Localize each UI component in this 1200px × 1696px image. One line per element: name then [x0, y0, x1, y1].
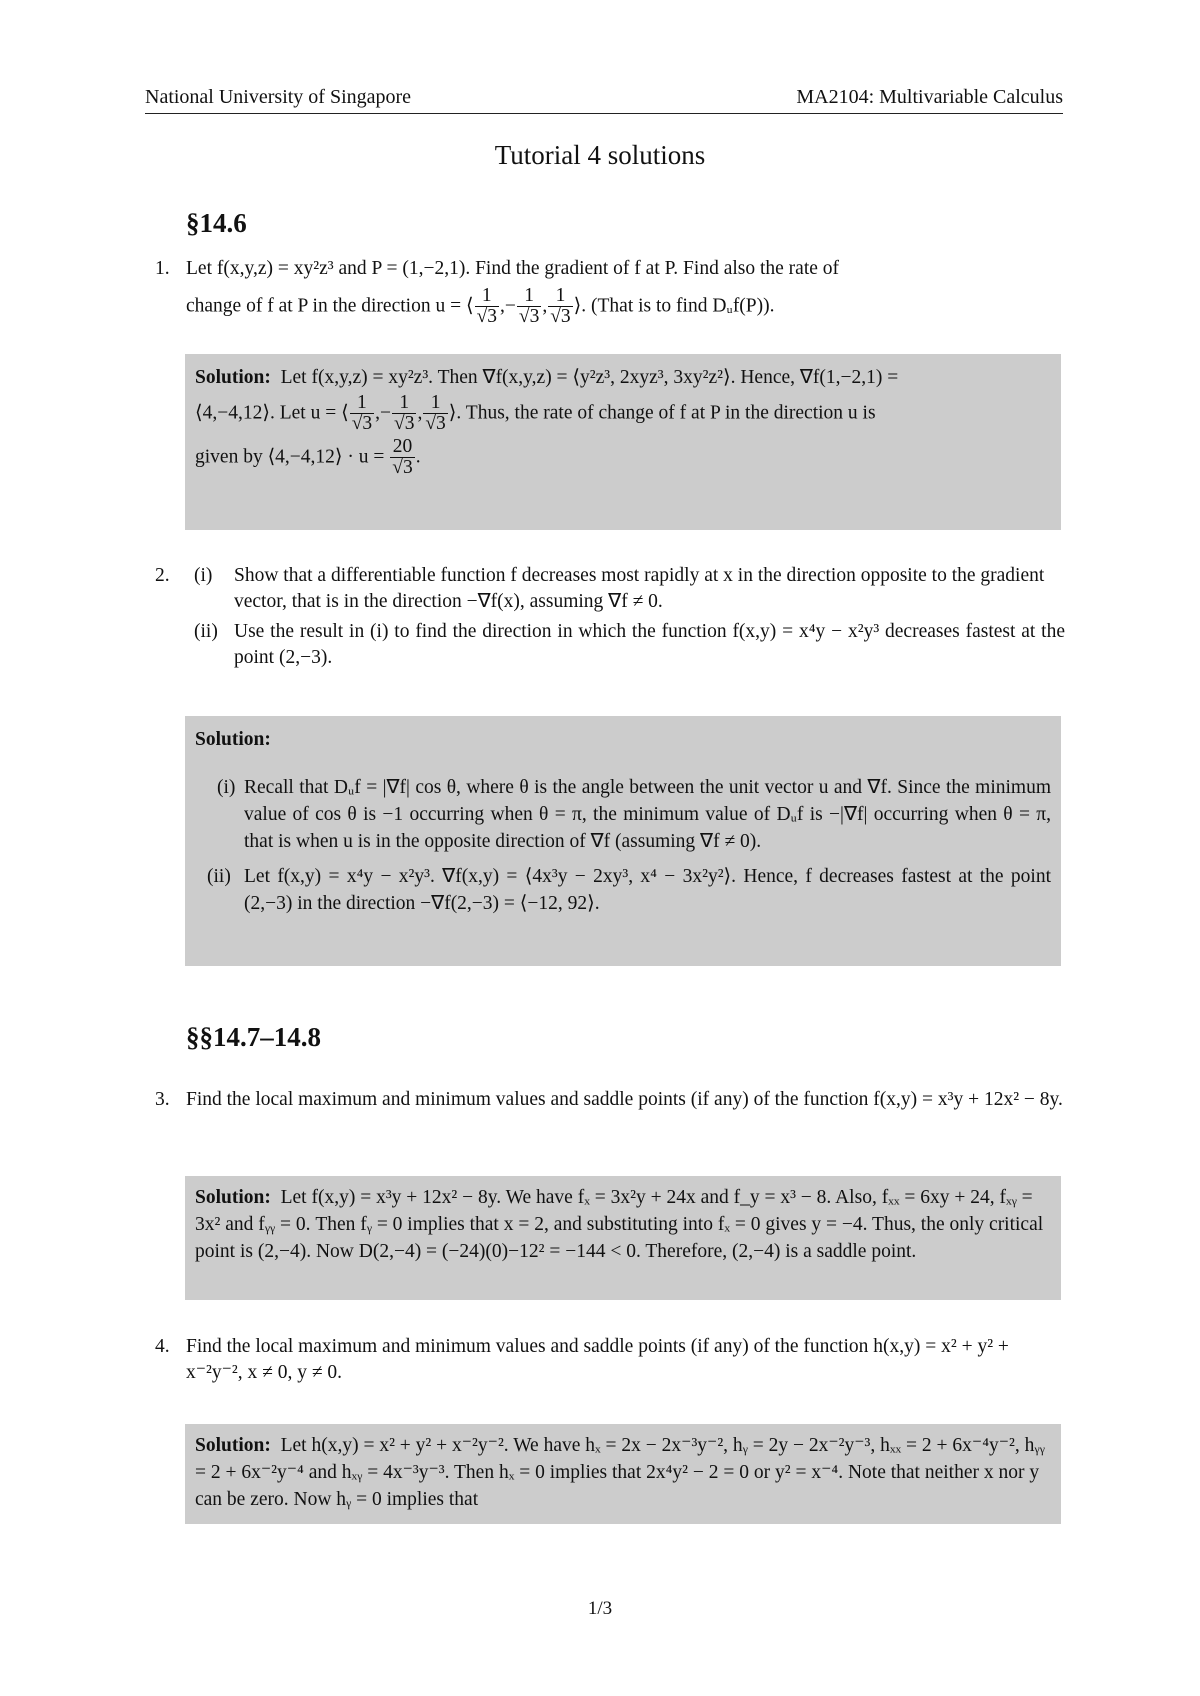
fraction: $\frac{1}{√3}$: [518, 285, 540, 328]
question-number: 2.: [155, 565, 170, 586]
question-number: 1.: [155, 258, 170, 279]
solution-text: given by ⟨4,−4,12⟩ · u =: [195, 446, 385, 468]
section-heading-14-7-14-8: §§14.7–14.8: [186, 1022, 321, 1052]
solution-text: Let f(x,y,z) = xy²z³. Then ∇f(x,y,z) = ⟨y²z³, 2xyz³, 3xy²z²⟩. Hence, ∇f(1,−2,1) =: [280, 367, 899, 388]
question-text: change of f at P in the direction u = ⟨: [186, 295, 474, 317]
fraction: $\frac{1}{√3}$: [550, 285, 571, 328]
page-number: 1/3: [587, 1598, 613, 1619]
question-4: [155, 1334, 1065, 1386]
question-part-ii: (ii) Use the result in (i) to find the direction in which the function f(x,y) = x⁴y − x²y³ decreases fastest at the point (2,−3).: [194, 621, 1065, 668]
question-text: Find the local maximum and minimum values and saddle points (if any) of the function f(x,y) = x³y + 12x² − 8y.: [186, 1089, 1063, 1110]
header-institution: National University of Singapore: [145, 86, 412, 108]
question-text: Find the local maximum and minimum values and saddle points (if any) of the function h(x,y) = x² + y² + x⁻²y⁻², x ≠ 0, y ≠ 0.: [186, 1336, 1009, 1383]
solution-label: Solution:: [195, 1435, 271, 1456]
question-text: Let f(x,y,z) = xy²z³ and P = (1,−2,1). Find the gradient of f at P. Find also the rate of: [186, 258, 840, 279]
solution-text: ⟩. Thus, the rate of change of f at P in the direction u is: [448, 402, 876, 424]
solution-part-ii: (ii) Let f(x,y) = x⁴y − x²y³. ∇f(x,y) = ⟨4x³y − 2xy³, x⁴ − 3x²y²⟩. Hence, f decreases fastest at the point (2,−3) in the direction −∇f(2,−3) = ⟨−12, 92⟩.: [207, 866, 1051, 914]
fraction: $\frac{1}{√3}$: [476, 285, 498, 328]
question-number: 3.: [155, 1089, 170, 1110]
solution-box-2: [185, 716, 1061, 966]
header-course: MA2104: Multivariable Calculus: [796, 86, 1063, 108]
solution-label: Solution:: [195, 367, 271, 388]
question-1: 1. Let f(x,y,z) = xy²z³ and P = (1,−2,1). Find the gradient of f at P. Find also the rate of change of f at P in the direction u = ⟨ $\frac{1}{√3}$ ,− $\frac{1}{√3}$ , $\frac{1}{√3}$ ⟩. (That is to find Dᵤf(P)).: [155, 256, 1065, 328]
page-title: Tutorial 4 solutions: [494, 140, 706, 170]
solution-text: Recall that Dᵤf = |∇f| cos θ, where θ is the angle between the unit vector u and ∇f. Since the minimum value of cos θ is −1 occurring when θ = π, the minimum value of Dᵤf is −|∇f| occurring when θ = π, that is when u is in the opposite direction of ∇f (assuming ∇f ≠ 0).: [244, 777, 1051, 852]
solution-label: Solution:: [195, 729, 271, 750]
question-text: Use the result in (i) to find the direction in which the function f(x,y) = x⁴y − x²y³ decreases fastest at the point (2,−3).: [234, 621, 1065, 668]
solution-text: Let f(x,y) = x⁴y − x²y³. ∇f(x,y) = ⟨4x³y − 2xy³, x⁴ − 3x²y²⟩. Hence, f decreases fastest at the point (2,−3) in the direction −∇f(2,−3) = ⟨−12, 92⟩.: [244, 866, 1051, 914]
running-header: [145, 86, 1063, 114]
solution-text: ⟨4,−4,12⟩. Let u = ⟨: [195, 402, 349, 424]
question-part-i: (i) Show that a differentiable function f decreases most rapidly at x in the direction opposite to the gradient vector, that is in the direction −∇f(x), assuming ∇f ≠ 0.: [194, 565, 1045, 612]
section-heading-14-6: §14.6: [186, 208, 247, 238]
question-3: [155, 1087, 1065, 1113]
solution-label: Solution:: [195, 1187, 271, 1208]
question-text: Show that a differentiable function f decreases most rapidly at x in the direction opposite to the gradient vector, that is in the direction −∇f(x), assuming ∇f ≠ 0.: [234, 565, 1045, 612]
solution-text: Let f(x,y) = x³y + 12x² − 8y. We have fₓ = 3x²y + 24x and f_y = x³ − 8. Also, fₓₓ = 6xy + 24, fₓᵧ = 3x² and fᵧᵧ = 0. Then fᵧ = 0 implies that x = 2, and substituting into fₓ = 0 gives y = −4. Thus, the only critical point is (2,−4). Now D(2,−4) = (−24)(0)−12² = −144 < 0. Therefore, (2,−4) is a saddle point.: [195, 1187, 1044, 1262]
question-text: ⟩. (That is to find Dᵤf(P)).: [573, 295, 775, 317]
solution-box-4: [185, 1424, 1061, 1524]
question-2: [155, 563, 1065, 671]
fraction: $\frac{20}{√3}$: [392, 435, 413, 479]
question-number: 4.: [155, 1336, 170, 1357]
solution-box-1: Solution: Let f(x,y,z) = xy²z³. Then ∇f(x,y,z) = ⟨y²z³, 2xyz³, 3xy²z²⟩. Hence, ∇f(1,−2,1) = ⟨4,−4,12⟩. Let u = ⟨ $\frac{1}{√3}$ ,− $\frac{1}{√3}$ , $\frac{1}{√3}$ ⟩. Thus, the rate of change of f at P in the direction u is given by ⟨4,−4,12⟩ · u = $\frac{20}{√3}$ .: [185, 354, 1061, 530]
solution-box-3: [185, 1176, 1061, 1300]
solution-text: Let h(x,y) = x² + y² + x⁻²y⁻². We have hₓ = 2x − 2x⁻³y⁻², hᵧ = 2y − 2x⁻²y⁻³, hₓₓ = 2 + 6x⁻⁴y⁻², hᵧᵧ = 2 + 6x⁻²y⁻⁴ and hₓᵧ = 4x⁻³y⁻³. Then hₓ = 0 implies that 2x⁴y² − 2 = 0 or y² = x⁻⁴. Note that neither x nor y can be zero. Now hᵧ = 0 implies that: [195, 1435, 1045, 1510]
solution-part-i: (i) Recall that Dᵤf = |∇f| cos θ, where θ is the angle between the unit vector u and ∇f. Since the minimum value of cos θ is −1 occurring when θ = π, the minimum value of Dᵤf is −|∇f| occurring when θ = π, that is when u is in the opposite direction of ∇f (assuming ∇f ≠ 0).: [217, 777, 1051, 852]
